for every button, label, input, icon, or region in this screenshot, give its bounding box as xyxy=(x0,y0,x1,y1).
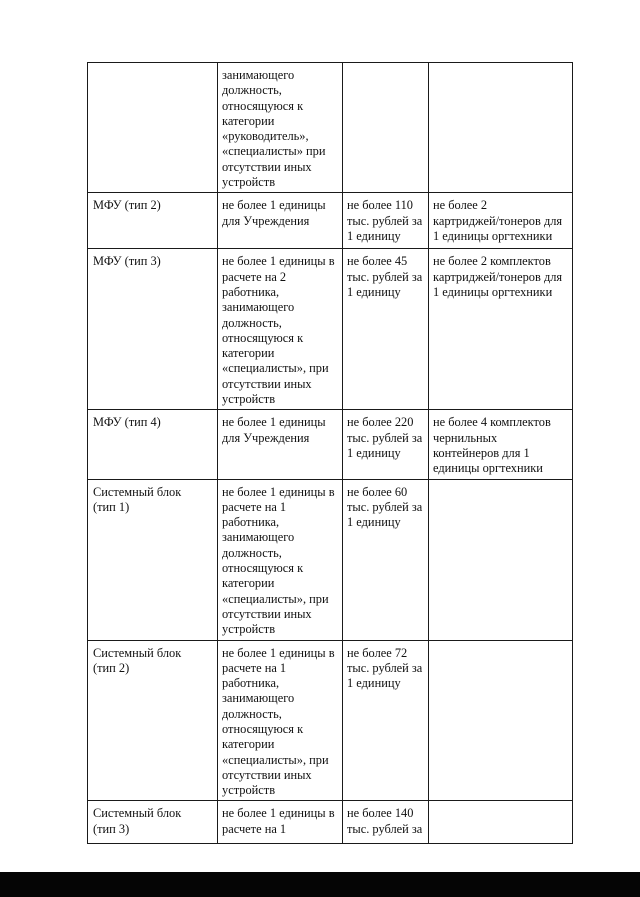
table-row xyxy=(88,63,573,193)
consumables-norm-cell xyxy=(429,63,573,193)
table-row xyxy=(88,249,573,410)
price-limit-cell: не более 72 тыс. рублей за 1 единицу xyxy=(343,640,429,801)
consumables-norm-cell: не более 2 картриджей/тонеров для 1 единицы оргтехники xyxy=(429,193,573,249)
equipment-name-cell: МФУ (тип 3) xyxy=(88,249,218,410)
quantity-norm-cell: не более 1 единицы в расчете на 1 xyxy=(218,801,343,844)
quantity-norm-cell: не более 1 единицы для Учреждения xyxy=(218,410,343,479)
table-row xyxy=(88,193,573,249)
quantity-norm-cell: не более 1 единицы для Учреждения xyxy=(218,193,343,249)
quantity-norm-cell: не более 1 единицы в расчете на 1 работника, занимающего должность, относящуюся к категории «специалисты», при отсутствии иных устройств xyxy=(218,640,343,801)
quantity-norm-cell: не более 1 единицы в расчете на 2 работника, занимающего должность, относящуюся к категории «специалисты», при отсутствии иных устройств xyxy=(218,249,343,410)
consumables-norm-cell xyxy=(429,801,573,844)
price-limit-cell: не более 220 тыс. рублей за 1 единицу xyxy=(343,410,429,479)
equipment-name-cell: Системный блок (тип 1) xyxy=(88,479,218,640)
quantity-norm-cell: занимающего должность, относящуюся к категории «руководитель», «специалисты» при отсутствии иных устройств xyxy=(218,63,343,193)
quantity-norm-cell: не более 1 единицы в расчете на 1 работника, занимающего должность, относящуюся к категории «специалисты», при отсутствии иных устройств xyxy=(218,479,343,640)
equipment-name-cell: МФУ (тип 4) xyxy=(88,410,218,479)
price-limit-cell: не более 60 тыс. рублей за 1 единицу xyxy=(343,479,429,640)
price-limit-cell: не более 110 тыс. рублей за 1 единицу xyxy=(343,193,429,249)
consumables-norm-cell: не более 4 комплектов чернильных контейнеров для 1 единицы оргтехники xyxy=(429,410,573,479)
price-limit-cell: не более 140 тыс. рублей за xyxy=(343,801,429,844)
consumables-norm-cell xyxy=(429,479,573,640)
price-limit-cell xyxy=(343,63,429,193)
equipment-name-cell: МФУ (тип 2) xyxy=(88,193,218,249)
price-limit-cell: не более 45 тыс. рублей за 1 единицу xyxy=(343,249,429,410)
equipment-name-cell: Системный блок (тип 2) xyxy=(88,640,218,801)
scan-edge-bar xyxy=(0,872,640,897)
equipment-name-cell xyxy=(88,63,218,193)
table-row xyxy=(88,410,573,479)
consumables-norm-cell: не более 2 комплектов картриджей/тонеров для 1 единицы оргтехники xyxy=(429,249,573,410)
table-row xyxy=(88,479,573,640)
equipment-name-cell: Системный блок (тип 3) xyxy=(88,801,218,844)
table-row xyxy=(88,801,573,844)
consumables-norm-cell xyxy=(429,640,573,801)
table-row xyxy=(88,640,573,801)
equipment-norms-table xyxy=(87,62,573,844)
